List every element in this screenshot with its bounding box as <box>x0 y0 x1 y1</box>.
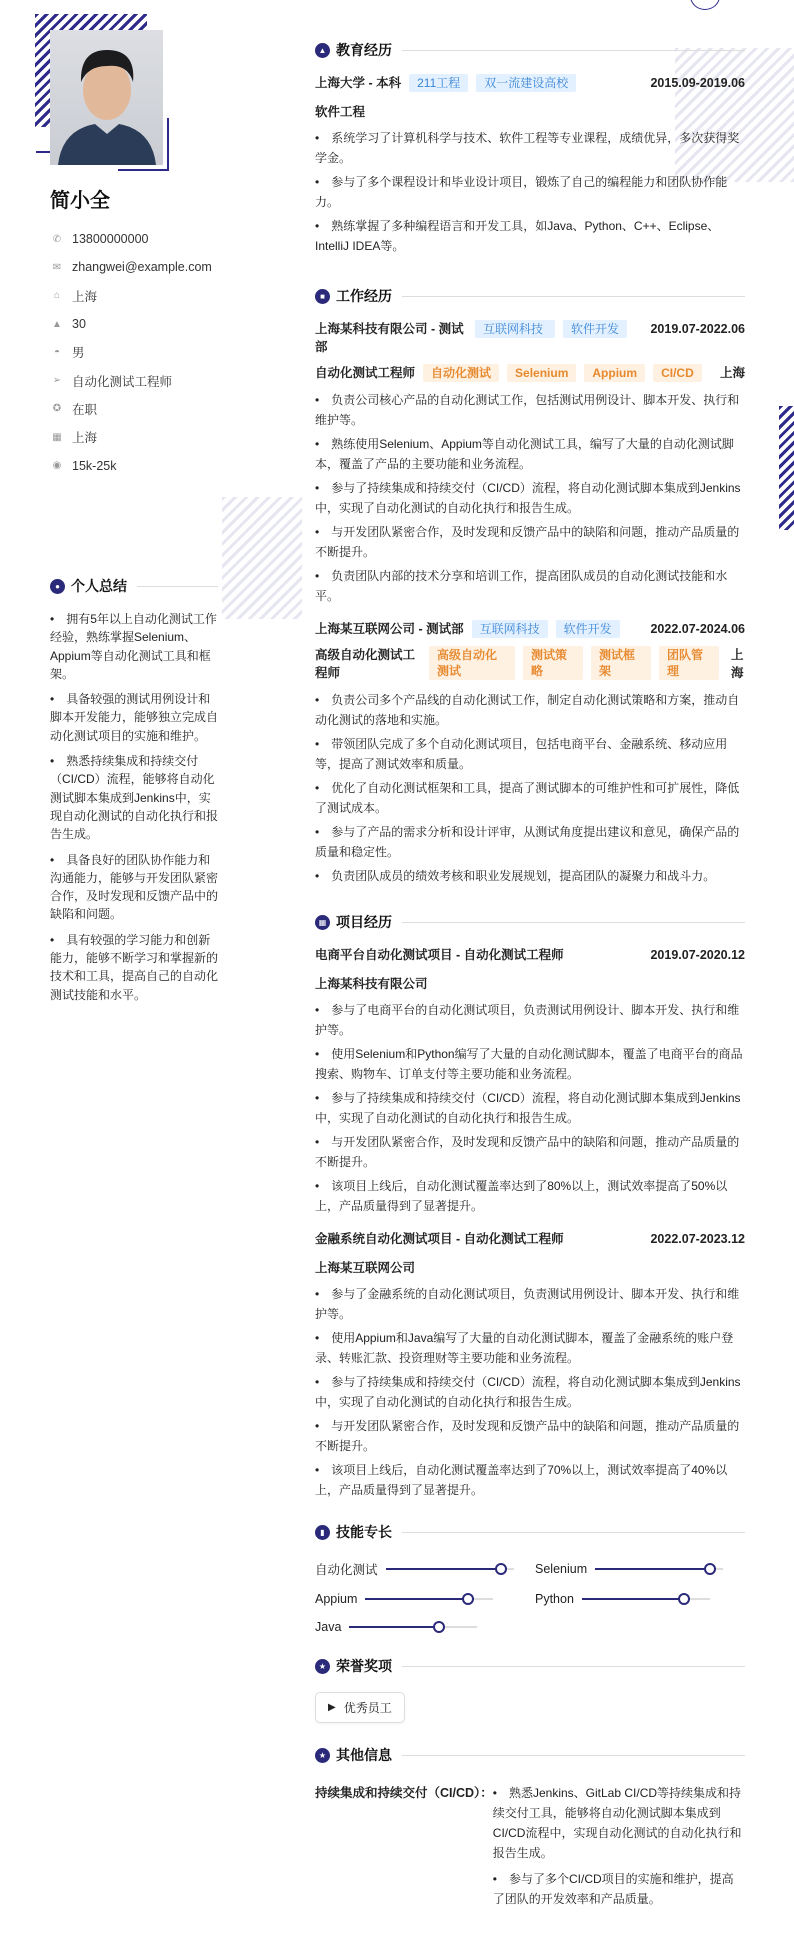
contact-age: ▲ 30 <box>50 310 212 338</box>
skill-item: Python <box>535 1592 745 1606</box>
date: 2015.09-2019.06 <box>650 76 745 90</box>
list-item: • 系统学习了计算机科学与技术、软件工程等专业课程，成绩优异，多次获得奖学金。 <box>315 128 745 168</box>
user-icon: ● <box>50 579 65 594</box>
list-item: • 优化了自动化测试框架和工具，提高了测试脚本的可维护性和可扩展性，降低了测试成本。 <box>315 778 745 818</box>
decor-stripes <box>779 406 794 530</box>
list-item: • 具有较强的学习能力和创新能力，能够不断学习和掌握新的技术和工具，提高自己的自动化测试技能和水平。 <box>50 931 218 1004</box>
list-item: • 使用Appium和Java编写了大量的自动化测试脚本，覆盖了金融系统的账户登录、转账汇款、投资理财等主要功能和业务流程。 <box>315 1328 745 1368</box>
education-section <box>315 40 745 256</box>
contact-work-city: ▦ 上海 <box>50 423 212 451</box>
list-item: • 熟练使用Selenium、Appium等自动化测试工具，编写了大量的自动化测试脚本，覆盖了产品的主要功能和业务流程。 <box>315 434 745 474</box>
list-item: • 使用Selenium和Python编写了大量的自动化测试脚本，覆盖了电商平台的商品搜索、购物车、订单支付等主要功能和业务流程。 <box>315 1044 745 1084</box>
work-section <box>315 286 745 886</box>
divider <box>402 50 745 51</box>
skill-item: Selenium <box>535 1560 745 1578</box>
major: 软件工程 <box>315 105 366 119</box>
project-entry <box>315 946 745 1216</box>
date: 2019.07-2020.12 <box>650 948 745 962</box>
list-item: • 该项目上线后，自动化测试覆盖率达到了80%以上，测试效率提高了50%以上，产品质量得到了显著提升。 <box>315 1176 745 1216</box>
list-item: • 与开发团队紧密合作，及时发现和反馈产品中的缺陷和问题，推动产品质量的不断提升。 <box>315 522 745 562</box>
skill-item: Java <box>315 1620 535 1634</box>
project-header: 金融系统自动化测试项目 - 自动化测试工程师 2022.07-2023.12 <box>315 1232 745 1246</box>
list-item: • 负责团队内部的技术分享和培训工作，提高团队成员的自动化测试技能和水平。 <box>315 566 745 606</box>
list-item: • 参与了多个课程设计和毕业设计项目，锻炼了自己的编程能力和团队协作能力。 <box>315 172 745 212</box>
contact-phone: ✆ 13800000000 <box>50 225 212 253</box>
decor-circle <box>690 0 720 10</box>
skills-section <box>315 1522 745 1634</box>
contact-position: ➢ 自动化测试工程师 <box>50 366 212 394</box>
other-section <box>315 1745 745 1915</box>
award-item[interactable]: ▶ 优秀员工 <box>315 1692 405 1723</box>
skill-level-bar <box>349 1626 477 1628</box>
section-heading: ▦ 项目经历 <box>315 912 745 932</box>
tag: 软件开发 <box>556 620 620 638</box>
list-item: • 负责公司核心产品的自动化测试工作，包括测试用例设计、脚本开发、执行和维护等。 <box>315 390 745 430</box>
skill-level-bar <box>595 1568 723 1570</box>
list-item: • 与开发团队紧密合作，及时发现和反馈产品中的缺陷和问题，推动产品质量的不断提升。 <box>315 1132 745 1172</box>
list-item: • 负责公司多个产品线的自动化测试工作，制定自动化测试策略和方案，推动自动化测试的落地和实施。 <box>315 690 745 730</box>
other-info-row <box>315 1783 745 1915</box>
section-heading: ■ 工作经历 <box>315 286 745 306</box>
section-heading: ★ 其他信息 <box>315 1745 745 1765</box>
contact-status: ✪ 在职 <box>50 395 212 423</box>
list-item: • 参与了持续集成和持续交付（CI/CD）流程，将自动化测试脚本集成到Jenkins中，实现了自动化测试的自动化执行和报告生成。 <box>315 1372 745 1412</box>
play-icon: ▶ <box>328 1702 336 1713</box>
candidate-name: 简小全 <box>50 190 110 212</box>
salary-icon: ◉ <box>52 460 62 472</box>
section-heading: ● 个人总结 <box>50 576 218 596</box>
list-item: • 参与了持续集成和持续交付（CI/CD）流程，将自动化测试脚本集成到Jenkins中，实现了自动化测试的自动化执行和报告生成。 <box>315 478 745 518</box>
profile-photo <box>50 30 163 165</box>
skill-level-bar <box>365 1598 493 1600</box>
tag: 211工程 <box>409 74 468 92</box>
grid-icon: ▦ <box>315 915 330 930</box>
skill-item: Appium <box>315 1592 535 1606</box>
main-column <box>315 40 745 1937</box>
list-item: • 参与了金融系统的自动化测试项目，负责测试用例设计、脚本开发、执行和维护等。 <box>315 1284 745 1324</box>
project-company: 上海某互联网公司 <box>315 1261 416 1275</box>
date: 2022.07-2024.06 <box>650 622 745 636</box>
contact-salary: ◉ 15k-25k <box>50 451 212 479</box>
list-item: • 熟悉持续集成和持续交付（CI/CD）流程，能够将自动化测试脚本集成到Jenkins中，实现自动化测试的自动化执行和报告生成。 <box>50 752 218 843</box>
phone-icon: ✆ <box>52 233 62 245</box>
tag: 自动化测试 <box>423 364 499 382</box>
divider <box>402 296 745 297</box>
divider <box>402 1532 745 1533</box>
project-entry <box>315 1230 745 1500</box>
award-icon: ★ <box>315 1659 330 1674</box>
list-item: • 参与了持续集成和持续交付（CI/CD）流程，将自动化测试脚本集成到Jenkins中，实现了自动化测试的自动化执行和报告生成。 <box>315 1088 745 1128</box>
list-item: • 与开发团队紧密合作，及时发现和反馈产品中的缺陷和问题，推动产品质量的不断提升。 <box>315 1416 745 1456</box>
skill-level-bar <box>582 1598 710 1600</box>
list-item: • 负责团队成员的绩效考核和职业发展规划，提高团队的凝聚力和战斗力。 <box>315 866 745 886</box>
list-item: • 参与了产品的需求分析和设计评审，从测试角度提出建议和意见，确保产品的质量和稳定性。 <box>315 822 745 862</box>
job-entry <box>315 320 745 606</box>
date: 2022.07-2023.12 <box>650 1232 745 1246</box>
awards-section <box>315 1656 745 1723</box>
job-header: 上海某互联网公司 - 测试部 互联网科技 软件开发 2022.07-2024.06 <box>315 622 745 636</box>
divider <box>137 586 218 587</box>
list-item: • 熟悉Jenkins、GitLab CI/CD等持续集成和持续交付工具，能够将自动化测试脚本集成到CI/CD流程中，实现自动化测试的自动化执行和报告生成。 <box>493 1783 745 1863</box>
graduation-cap-icon: ▲ <box>315 43 330 58</box>
contact-email: ✉ zhangwei@example.com <box>50 253 212 281</box>
job-header: 上海某科技有限公司 - 测试部 互联网科技 软件开发 2019.07-2022.06 <box>315 322 745 354</box>
status-icon: ✪ <box>52 403 62 415</box>
tag: 互联网科技 <box>472 620 548 638</box>
mail-icon: ✉ <box>52 261 62 273</box>
tag: 双一流建设高校 <box>476 74 576 92</box>
projects-section <box>315 912 745 1500</box>
contact-gender: ◓ 男 <box>50 338 212 366</box>
tag: Appium <box>584 364 645 382</box>
tag: 测试框架 <box>591 646 651 680</box>
tag: Selenium <box>507 364 576 382</box>
list-item: • 参与了电商平台的自动化测试项目，负责测试用例设计、脚本开发、执行和维护等。 <box>315 1000 745 1040</box>
chart-icon: ▮ <box>315 1525 330 1540</box>
other-info-key: 持续集成和持续交付（CI/CD）： <box>315 1786 493 1800</box>
job-entry <box>315 620 745 886</box>
project-header: 电商平台自动化测试项目 - 自动化测试工程师 2019.07-2020.12 <box>315 948 745 962</box>
gender-icon: ◓ <box>53 346 61 358</box>
building-icon: ▦ <box>52 431 62 443</box>
contact-list <box>50 225 212 480</box>
send-icon: ➢ <box>52 375 62 387</box>
skill-list <box>315 1560 745 1634</box>
job-role: 高级自动化测试工程师 高级自动化测试 测试策略 测试框架 团队管理 上海 <box>315 648 744 680</box>
decor-stripes-light <box>222 497 302 619</box>
divider <box>402 922 745 923</box>
divider <box>402 1666 745 1667</box>
tag: 互联网科技 <box>475 320 555 338</box>
tag: 软件开发 <box>563 320 627 338</box>
job-role: 自动化测试工程师 自动化测试 Selenium Appium CI/CD 上海 <box>315 366 745 380</box>
list-item: • 该项目上线后，自动化测试覆盖率达到了70%以上，测试效率提高了40%以上，产品质量得到了显著提升。 <box>315 1460 745 1500</box>
education-header: 上海大学 - 本科 211工程 双一流建设高校 2015.09-2019.06 <box>315 76 745 90</box>
divider <box>402 1755 745 1756</box>
project-company: 上海某科技有限公司 <box>315 977 428 991</box>
list-item: • 具备较强的测试用例设计和脚本开发能力，能够独立完成自动化测试项目的实施和维护。 <box>50 690 218 745</box>
tag: 高级自动化测试 <box>429 646 515 680</box>
age-icon: ▲ <box>52 318 62 330</box>
skill-item: 自动化测试 <box>315 1560 535 1578</box>
tag: CI/CD <box>653 364 702 382</box>
contact-location: ⌂ 上海 <box>50 282 212 310</box>
skill-level-bar <box>386 1568 514 1570</box>
date: 2019.07-2022.06 <box>650 322 745 336</box>
tag: 团队管理 <box>659 646 719 680</box>
section-heading: ★ 荣誉奖项 <box>315 1656 745 1676</box>
list-item: • 熟练掌握了多种编程语言和开发工具，如Java、Python、C++、Eclipse、IntelliJ IDEA等。 <box>315 216 745 256</box>
list-item: • 具备良好的团队协作能力和沟通能力，能够与开发团队紧密合作，及时发现和反馈产品中的缺陷和问题。 <box>50 851 218 924</box>
list-item: • 带领团队完成了多个自动化测试项目，包括电商平台、金融系统、移动应用等，提高了测试效率和质量。 <box>315 734 745 774</box>
summary-section <box>50 576 218 1011</box>
home-icon: ⌂ <box>53 290 61 302</box>
section-heading: ▲ 教育经历 <box>315 40 745 60</box>
info-icon: ★ <box>315 1748 330 1763</box>
section-heading: ▮ 技能专长 <box>315 1522 745 1542</box>
tag: 测试策略 <box>523 646 583 680</box>
list-item: • 参与了多个CI/CD项目的实施和维护，提高了团队的开发效率和产品质量。 <box>493 1869 745 1909</box>
list-item: • 拥有5年以上自动化测试工作经验，熟练掌握Selenium、Appium等自动化测试工具和框架。 <box>50 610 218 683</box>
briefcase-icon: ■ <box>315 289 330 304</box>
